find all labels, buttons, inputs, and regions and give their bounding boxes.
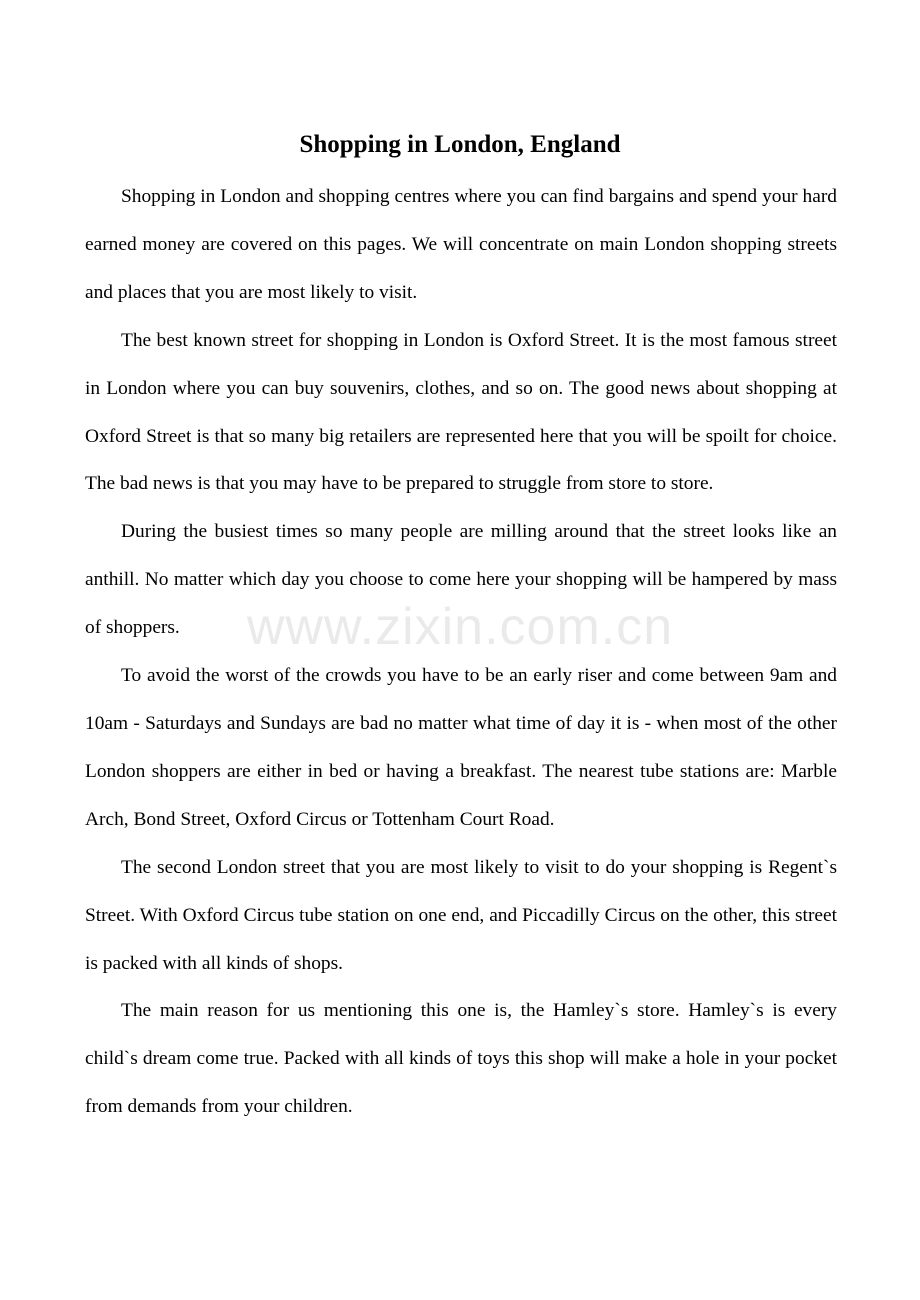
document-title: Shopping in London, England <box>299 131 621 158</box>
paragraph-avoid-crowds: To avoid the worst of the crowds you have to be an early riser and come between 9am and 10am - Saturdays and Sundays are bad no matter what time of day it is - when most of the other London shoppers are either in bed or having a breakfast. The nearest tube stations are: Marble Arch, Bond Street, Oxford Circus or Tottenham Court Road. <box>85 665 837 830</box>
document-body <box>85 173 837 1131</box>
watermark: www.zixin.com.cn <box>246 598 674 656</box>
paragraph-oxford-street: The best known street for shopping in London is Oxford Street. It is the most famous street in London where you can buy souvenirs, clothes, and so on. The good news about shopping at Oxford Street is that so many big retailers are represented here that you will be spoilt for choice. The bad news is that you may have to be prepared to struggle from store to store. <box>85 329 837 495</box>
paragraph-hamleys: The main reason for us mentioning this one is, the Hamley`s store. Hamley`s is every child`s dream come true. Packed with all kinds of toys this shop will make a hole in your pocket from demands from your children. <box>85 1000 837 1118</box>
paragraph-regents-street: The second London street that you are most likely to visit to do your shopping is Regent`s Street. With Oxford Circus tube station on one end, and Piccadilly Circus on the other, this street is packed with all kinds of shops. <box>85 856 837 974</box>
paragraph-busiest-times: During the busiest times so many people are milling around that the street looks like an anthill. No matter which day you choose to come here your shopping will be hampered by mass of shoppers. <box>85 521 837 639</box>
paragraph-intro: Shopping in London and shopping centres where you can find bargains and spend your hard earned money are covered on this pages. We will concentrate on main London shopping streets and places that you are most likely to visit. <box>85 186 837 303</box>
